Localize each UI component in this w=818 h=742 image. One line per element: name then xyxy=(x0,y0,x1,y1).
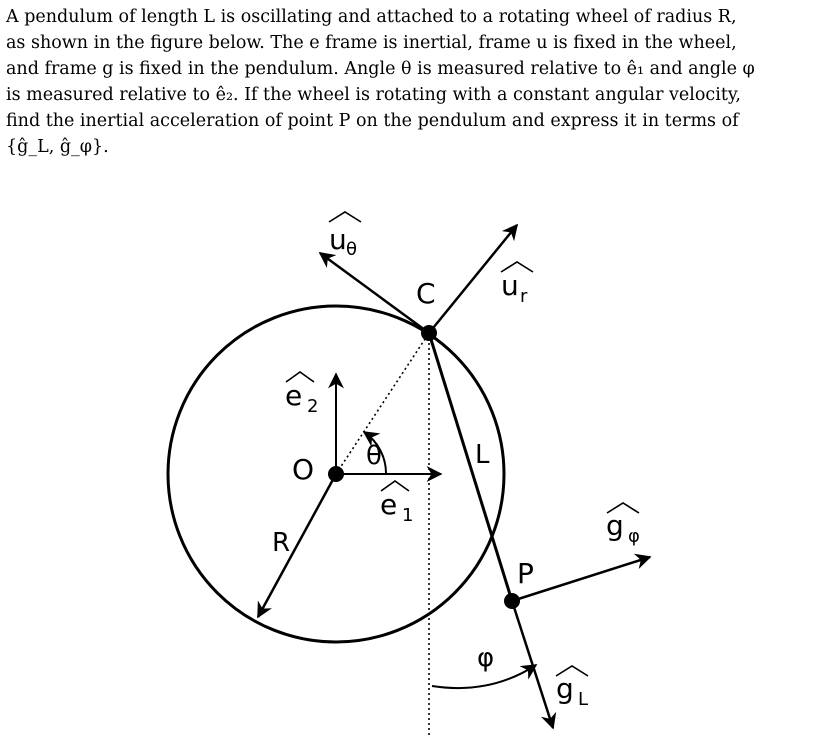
u-theta-sub: θ xyxy=(346,239,358,260)
problem-line-2: as shown in the figure below. The e frame is inertial, frame u is fixed in the wheel, xyxy=(6,33,737,53)
label-e1 xyxy=(380,481,413,526)
problem-line-3: and frame g is fixed in the pendulum. Angle θ is measured relative to ê₁ and angle φ xyxy=(6,59,755,79)
u-theta-base: u xyxy=(329,223,347,256)
label-P: P xyxy=(517,557,534,590)
label-u-theta xyxy=(329,212,361,260)
g-L-arrow xyxy=(512,601,553,728)
point-C-dot xyxy=(421,325,437,341)
g-L-base: g xyxy=(556,672,574,705)
point-P-dot xyxy=(504,593,520,609)
g-phi-base: g xyxy=(606,509,624,542)
label-length: L xyxy=(475,440,490,470)
label-O: O xyxy=(292,453,315,486)
label-e2 xyxy=(285,372,318,417)
label-radius: R xyxy=(272,528,291,558)
e1-base: e xyxy=(380,488,398,521)
u-r-sub: r xyxy=(520,286,528,307)
problem-line-5: find the inertial acceleration of point P on the pendulum and express it in terms of xyxy=(6,111,739,131)
label-theta: θ xyxy=(366,441,382,471)
e2-sub: 2 xyxy=(307,396,319,417)
u-theta-arrow xyxy=(320,253,429,333)
label-C: C xyxy=(416,277,436,310)
problem-line-1: A pendulum of length L is oscillating and attached to a rotating wheel of radius R, xyxy=(6,7,737,27)
e1-sub: 1 xyxy=(402,505,414,526)
point-O-dot xyxy=(328,466,344,482)
g-phi-sub: φ xyxy=(628,526,640,547)
radius-arrow xyxy=(258,474,336,617)
label-u-r xyxy=(501,262,533,307)
label-g-L xyxy=(556,666,588,710)
hat-icon xyxy=(329,212,361,222)
e2-base: e xyxy=(285,379,303,412)
problem-line-6: {ĝ_L, ĝ_φ}. xyxy=(6,137,109,157)
problem-line-4: is measured relative to ê₂. If the wheel is rotating with a constant angular velocity, xyxy=(6,85,741,105)
u-r-base: u xyxy=(501,269,519,302)
label-phi: φ xyxy=(477,643,495,673)
label-g-phi xyxy=(606,503,640,547)
g-L-sub: L xyxy=(578,689,589,710)
